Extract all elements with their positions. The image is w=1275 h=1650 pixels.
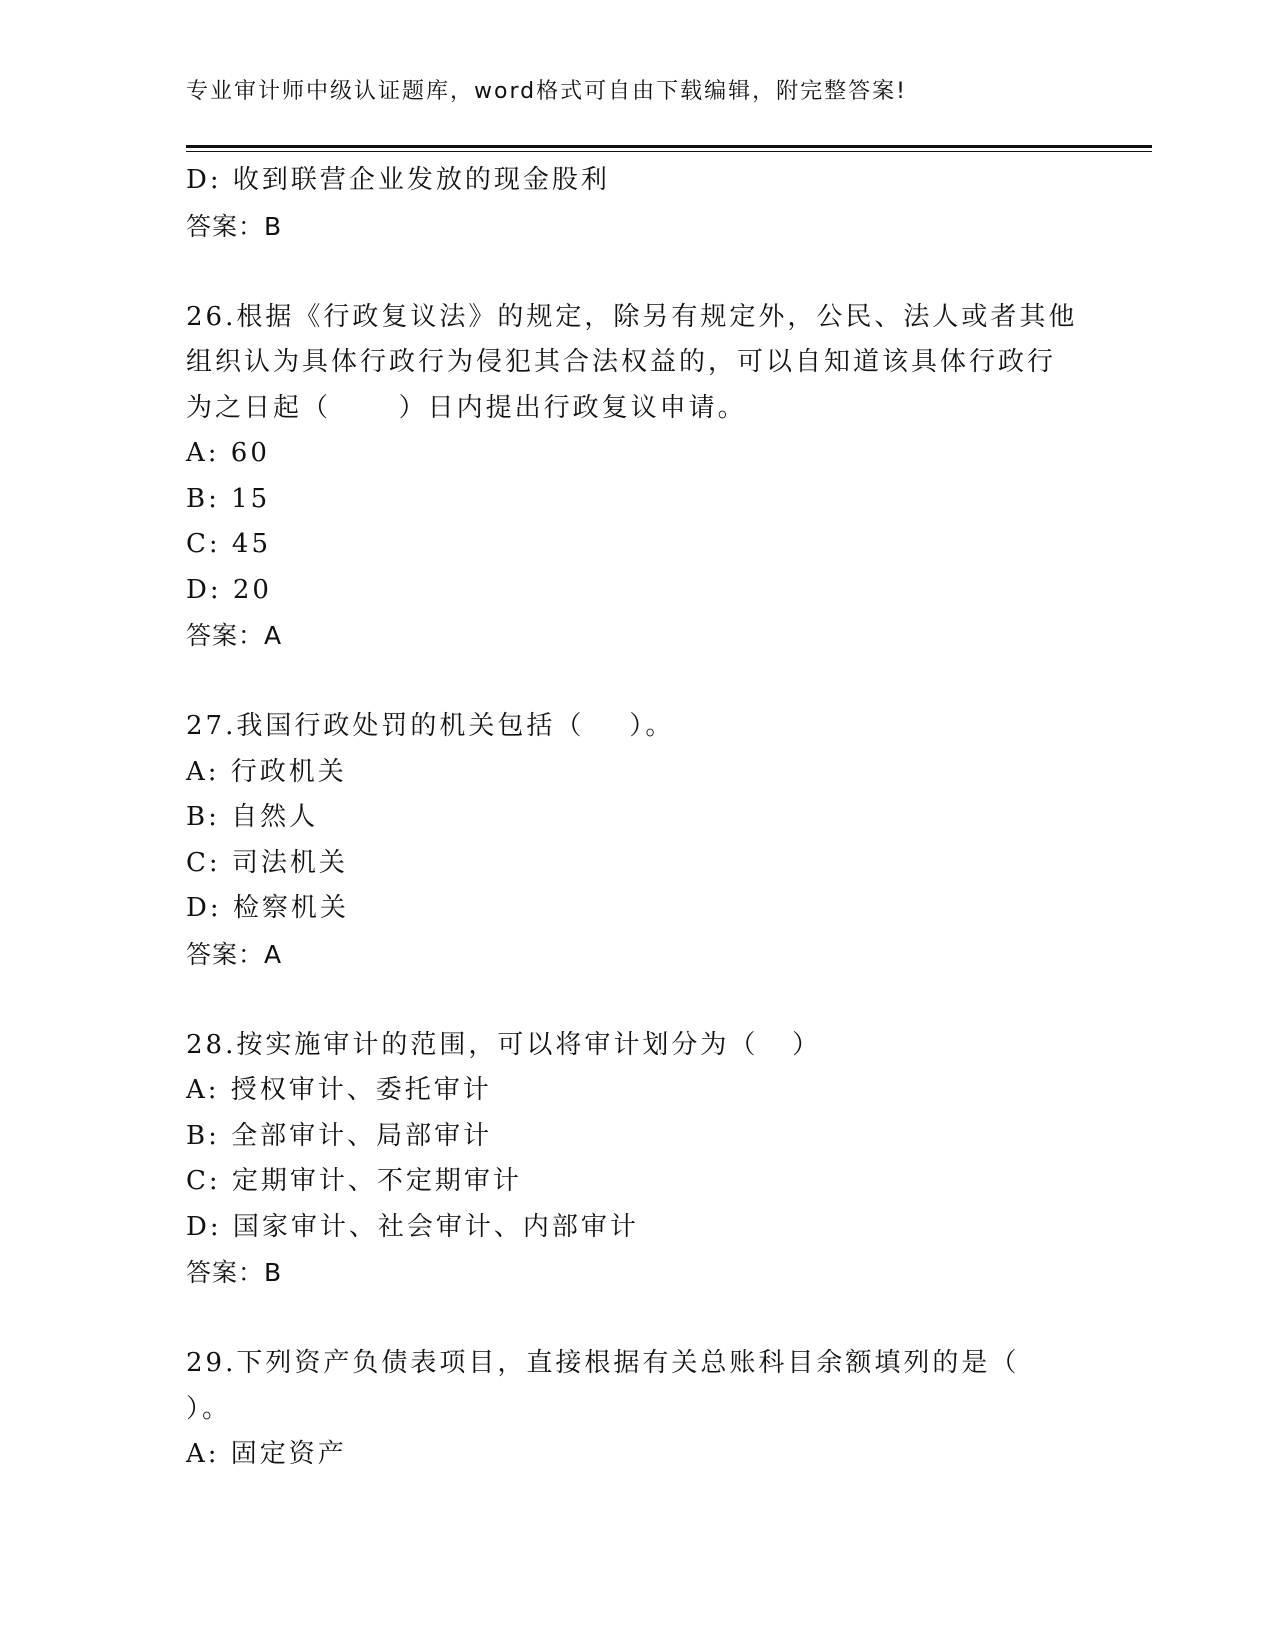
page-header-title: 专业审计师中级认证题库，word格式可自由下载编辑，附完整答案! <box>186 79 907 104</box>
question-block <box>186 295 1086 659</box>
question-continuation <box>186 158 1086 249</box>
question-stem-line: 28.按实施审计的范围，可以将审计划分为（ ） <box>186 1029 822 1060</box>
question-stem-line: 29.下列资产负债表项目，直接根据有关总账科目余额填列的是（ <box>186 1348 1020 1378</box>
question-spacer <box>186 249 1086 295</box>
answer-option: D: 国家审计、社会审计、内部审计 <box>186 1211 639 1242</box>
question-list <box>186 158 1086 1478</box>
question-block <box>186 1023 1086 1296</box>
question-spacer <box>186 659 1086 705</box>
question-stem-line: 组织认为具体行政行为侵犯其合法权益的，可以自知道该具体行政行 <box>186 347 1057 377</box>
question-spacer <box>186 977 1086 1023</box>
question-block <box>186 704 1086 977</box>
answer-key: 答案：A <box>186 939 283 969</box>
answer-option: C: 司法机关 <box>186 847 348 878</box>
answer-option: A: 授权审计、委托审计 <box>186 1075 492 1105</box>
answer-option: D: 20 <box>186 574 272 605</box>
answer-option: B: 自然人 <box>186 802 319 832</box>
question-block <box>186 1341 1086 1478</box>
question-stem-line: 为之日起（ ）日内提出行政复议申请。 <box>186 392 747 423</box>
answer-option: A: 固定资产 <box>186 1439 347 1469</box>
header-rule-thick <box>186 145 1152 148</box>
answer-option: B: 全部审计、局部审计 <box>186 1120 493 1151</box>
answer-option: B: 15 <box>186 483 271 514</box>
question-spacer <box>186 1296 1086 1342</box>
answer-option: C: 定期审计、不定期审计 <box>186 1166 522 1196</box>
answer-key: 答案：B <box>186 1258 283 1287</box>
answer-option: A: 60 <box>186 438 270 468</box>
question-stem-line: ）。 <box>186 1393 232 1424</box>
answer-option: D: 收到联营企业发放的现金股利 <box>186 165 610 195</box>
answer-option: C: 45 <box>186 529 272 559</box>
header-rule-thin <box>186 151 1152 152</box>
question-stem-line: 26.根据《行政复议法》的规定，除另有规定外，公民、法人或者其他 <box>186 301 1078 332</box>
answer-option: A: 行政机关 <box>186 756 347 787</box>
question-stem-line: 27.我国行政处罚的机关包括（ ）。 <box>186 711 675 741</box>
answer-option: D: 检察机关 <box>186 893 349 923</box>
answer-key: 答案：A <box>186 621 283 650</box>
answer-key: 答案：B <box>186 211 283 241</box>
